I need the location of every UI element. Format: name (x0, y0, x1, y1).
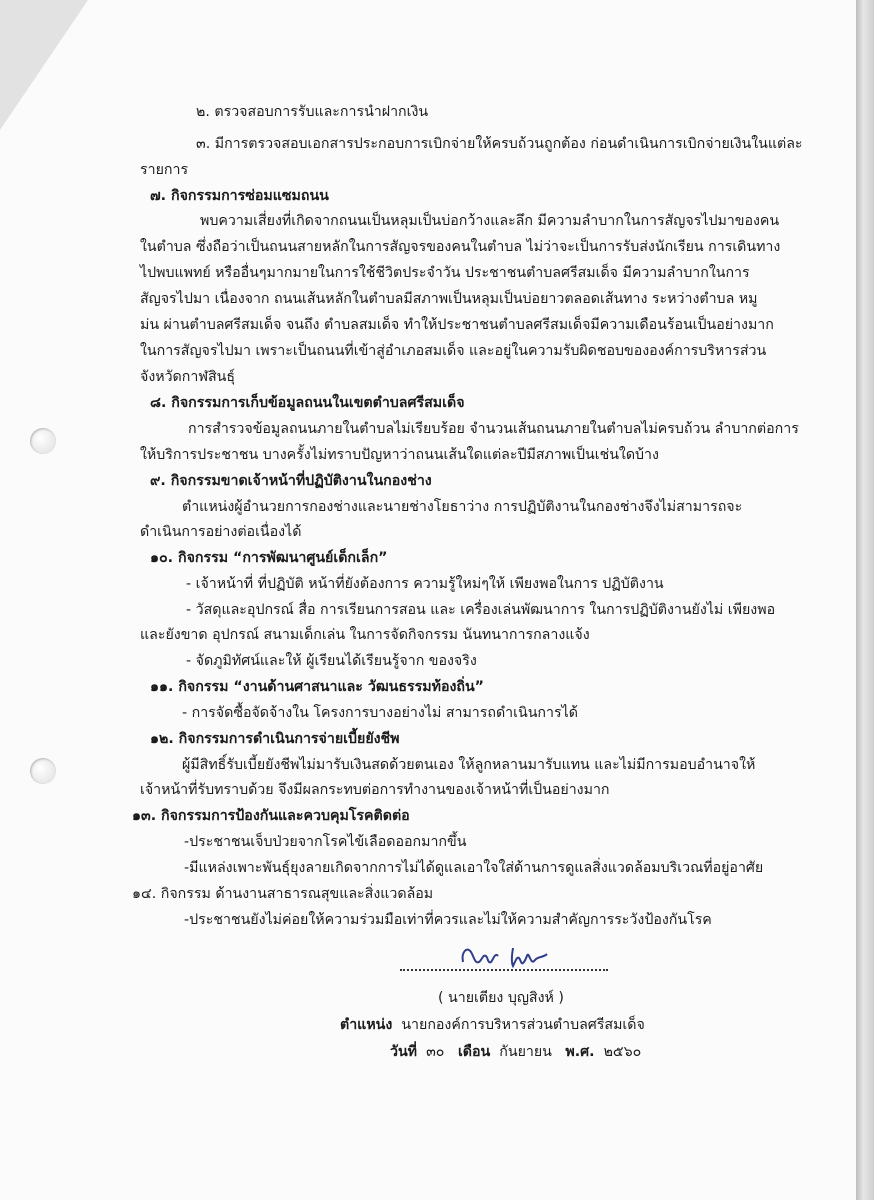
date-day: ๓๐ (426, 1044, 445, 1060)
section-heading: ๙. กิจกรรมขาดเจ้าหน้าที่ปฏิบัติงานในกองช่าง (150, 473, 432, 489)
list-item: ๓. มีการตรวจสอบเอกสารประกอบการเบิกจ่ายให้ครบถ้วนถูกต้อง ก่อนดำเนินการเบิกจ่ายเงินในแต่ละ (196, 136, 803, 152)
signature-line (400, 969, 608, 971)
list-item: ๒. ตรวจสอบการรับและการนำฝากเงิน (196, 104, 429, 120)
paragraph-line: สัญจรไปมา เนื่องจาก ถนนเส้นหลักในตำบลมีสภาพเป็นหลุมเป็นบ่อยาวตลอดเส้นทาง ระหว่างตำบล หมู (140, 291, 758, 307)
list-item: - การจัดซื้อจัดจ้างใน โครงการบางอย่างไม่ สามารถดำเนินการได้ (182, 705, 578, 721)
paragraph-line: พบความเสี่ยงที่เกิดจากถนนเป็นหลุมเป็นบ่อกว้างและลึก มีความลำบากในการสัญจรไปมาของคน (200, 213, 780, 229)
section-heading: ๑๓. กิจกรรมการป้องกันและควบคุมโรคติดต่อ (132, 808, 410, 824)
paragraph-line: ม่น ผ่านตำบลศรีสมเด็จ จนถึง ตำบลสมเด็จ ทำให้ประชาชนตำบลศรีสมเด็จมีความเดือนร้อนเป็นอย่างมาก (140, 317, 774, 333)
paragraph-line: และยังขาด อุปกรณ์ สนามเด็กเล่น ในการจัดกิจกรรม นันทนาการกลางแจ้ง (140, 627, 590, 643)
section-heading: ๑๑. กิจกรรม “งานด้านศาสนาและ วัฒนธรรมท้องถิ่น” (150, 679, 485, 695)
signer-name: ( นายเตียง บุญสิงห์ ) (438, 990, 564, 1006)
list-item: -ประชาชนยังไม่ค่อยให้ความร่วมมือเท่าที่ควรและไม่ให้ความสำคัญการระวังป้องกันโรค (184, 912, 712, 928)
section-heading: ๗. กิจกรรมการซ่อมแซมถนน (150, 188, 329, 204)
folded-corner (0, 0, 88, 130)
paragraph-line: รายการ (140, 162, 189, 178)
page-edge (856, 0, 874, 1200)
paragraph-line: เจ้าหน้าที่รับทราบด้วย จึงมีผลกระทบต่อการทำงานของเจ้าหน้าที่เป็นอย่างมาก (140, 782, 610, 798)
paragraph-line: ดำเนินการอย่างต่อเนื่องได้ (140, 524, 302, 540)
date-day-label: วันที่ (390, 1044, 418, 1060)
date-month: กันยายน (499, 1044, 552, 1060)
paragraph-line: การสำรวจข้อมูลถนนภายในตำบลไม่เรียบร้อย จำนวนเส้นถนนภายในตำบลไม่ครบถ้วน ลำบากต่อการ (188, 421, 799, 437)
section-heading: ๑๐. กิจกรรม “การพัฒนาศูนย์เด็กเล็ก” (150, 550, 388, 566)
list-item: - วัสดุและอุปกรณ์ สื่อ การเรียนการสอน และ เครื่องเล่นพัฒนาการ ในการปฏิบัติงานยังไม่ เพียงพอ (186, 602, 776, 618)
punch-hole (30, 758, 56, 784)
date-month-label: เดือน (457, 1044, 491, 1060)
paragraph-line: ตำแหน่งผู้อำนวยการกองช่างและนายช่างโยธาว่าง การปฏิบัติงานในกองช่างจึงไม่สามารถจะ (182, 499, 743, 515)
paragraph-line: ไปพบแพทย์ หรืออื่นๆมากมายในการใช้ชีวิตประจำวัน ประชาชนตำบลศรีสมเด็จ มีความลำบากในการ (140, 265, 750, 281)
position-label: ตำแหน่ง (340, 1017, 393, 1033)
list-item: - เจ้าหน้าที่ ที่ปฏิบัติ หน้าที่ยังต้องการ ความรู้ใหม่ๆให้ เพียงพอในการ ปฏิบัติงาน (186, 576, 664, 592)
paragraph-line: จังหวัดกาฬสินธุ์ (140, 369, 236, 385)
date-year: ๒๕๖๐ (603, 1044, 642, 1060)
list-item: -ประชาชนเจ็บป่วยจากโรคไข้เลือดออกมากขึ้น (184, 834, 467, 850)
section-heading-text: ๑๔. กิจกรรม ด้านงานสาธารณสุขและสิ่งแวดล้อม (132, 886, 434, 902)
section-heading (132, 884, 856, 904)
paragraph-line: ให้บริการประชาชน บางครั้งไม่ทราบปัญหาว่าถนนเส้นใดแต่ละปีมีสภาพเป็นเช่นใดบ้าง (140, 447, 659, 463)
punch-hole (30, 428, 56, 454)
list-item: -มีแหล่งเพาะพันธุ์ยุงลายเกิดจากการไม่ได้ดูแลเอาใจใส่ด้านการดูแลสิ่งแวดล้อมบริเวณที่อยู่อาศัย (184, 860, 764, 876)
section-heading: ๑๒. กิจกรรมการดำเนินการจ่ายเบี้ยยังชีพ (150, 731, 400, 747)
position-value: นายกองค์การบริหารส่วนตำบลศรีสมเด็จ (401, 1017, 645, 1033)
date-year-label: พ.ศ. (565, 1044, 595, 1060)
signing-date (390, 1042, 641, 1062)
section-heading: ๘. กิจกรรมการเก็บข้อมูลถนนในเขตตำบลศรีสมเด็จ (150, 395, 465, 411)
paragraph-line: ในตำบล ซึ่งถือว่าเป็นถนนสายหลักในการสัญจรของคนในตำบล ไม่ว่าจะเป็นการรับส่งนักเรียน การเดินทาง (140, 239, 781, 255)
paragraph-line: ในการสัญจรไปมา เพราะเป็นถนนที่เข้าสู่อำเภอสมเด็จ และอยู่ในความรับผิดชอบขององค์การบริหารส่วน (140, 343, 767, 359)
paragraph-line: ผู้มีสิทธิ์รับเบี้ยยังชีพไม่มารับเงินสดด้วยตนเอง ให้ลูกหลานมารับแทน และไม่มีการมอบอำนาจให้ (182, 757, 756, 773)
signer-position (340, 1015, 645, 1035)
list-item: - จัดภูมิทัศน์และให้ ผู้เรียนได้เรียนรู้จาก ของจริง (186, 653, 477, 669)
